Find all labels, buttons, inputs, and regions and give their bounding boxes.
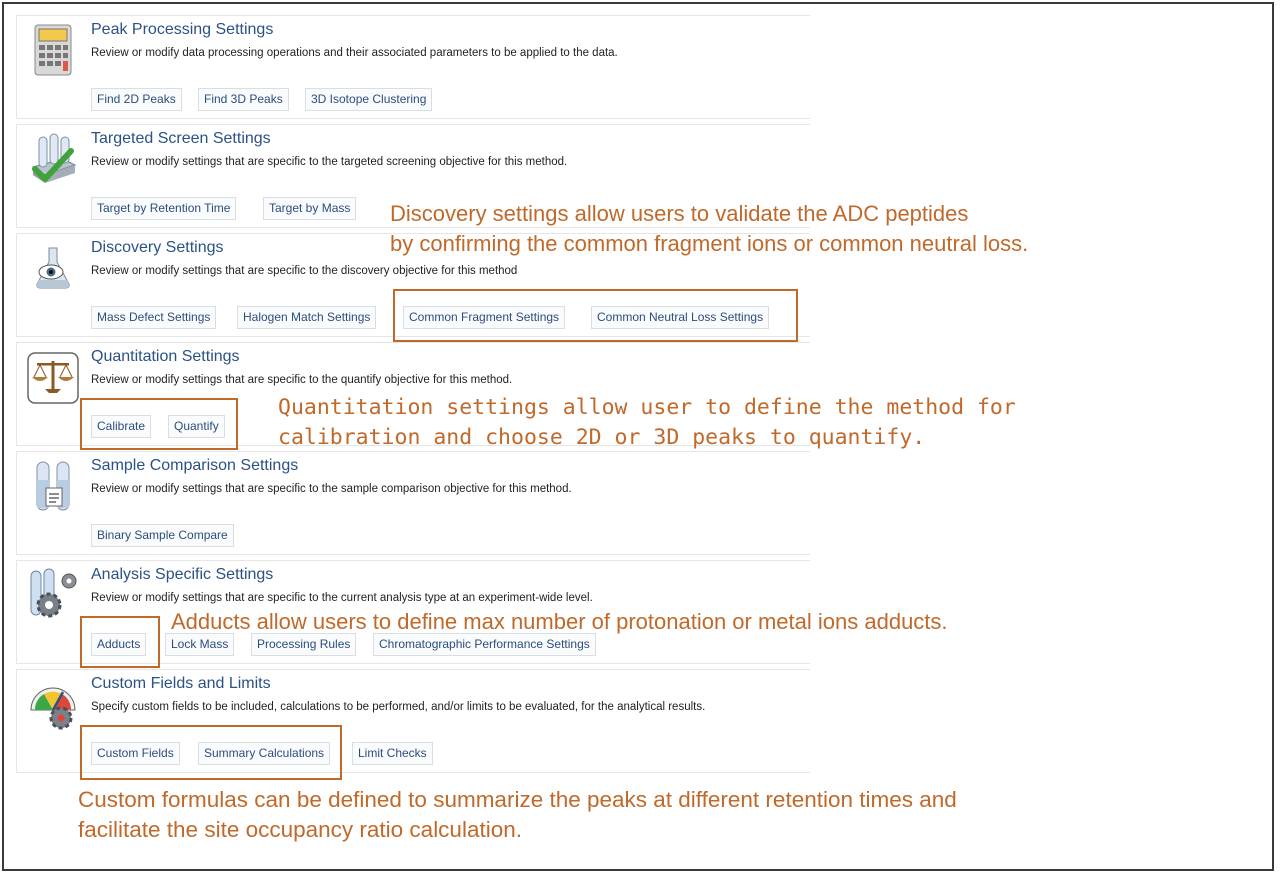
panel-description: Review or modify settings that are specific to the sample comparison objective for this method. <box>91 483 572 495</box>
annotation-line: facilitate the site occupancy ratio calculation. <box>78 817 522 842</box>
custom-fields-highlight-box <box>80 725 342 780</box>
chromatographic-performance-settings-button[interactable]: Chromatographic Performance Settings <box>373 633 596 656</box>
calculator-icon <box>27 22 79 78</box>
peak-processing-panel <box>16 15 810 119</box>
find-2d-peaks-button[interactable]: Find 2D Peaks <box>91 88 182 111</box>
annotation-line: Discovery settings allow users to validate the ADC peptides <box>390 201 969 226</box>
target-by-mass-button[interactable]: Target by Mass <box>263 197 356 220</box>
panel-title: Peak Processing Settings <box>91 21 274 38</box>
panel-description: Review or modify settings that are specific to the discovery objective for this method <box>91 265 518 277</box>
processing-rules-button[interactable]: Processing Rules <box>251 633 356 656</box>
gauge-gear-icon <box>27 676 79 732</box>
custom-formulas-annotation <box>78 785 957 845</box>
adducts-annotation <box>171 607 948 637</box>
annotation-line: Adducts allow users to define max number of protonation or metal ions adducts. <box>171 609 948 634</box>
panel-title: Sample Comparison Settings <box>91 457 299 474</box>
annotation-line: by confirming the common fragment ions or common neutral loss. <box>390 231 1029 256</box>
custom-fields-button[interactable]: Custom Fields <box>91 742 180 765</box>
quantify-button[interactable]: Quantify <box>168 415 225 438</box>
summary-calculations-button[interactable]: Summary Calculations <box>198 742 330 765</box>
3d-isotope-clustering-button[interactable]: 3D Isotope Clustering <box>305 88 432 111</box>
vials-gears-icon <box>27 567 79 623</box>
target-by-retention-time-button[interactable]: Target by Retention Time <box>91 197 236 220</box>
balance-scale-icon <box>27 349 79 405</box>
quantitation-annotation <box>278 393 1016 453</box>
annotation-line: calibration and choose 2D or 3D peaks to quantify. <box>278 425 926 450</box>
limit-checks-button[interactable]: Limit Checks <box>352 742 433 765</box>
panel-description: Review or modify settings that are specific to the quantify objective for this method. <box>91 374 513 386</box>
panel-title: Analysis Specific Settings <box>91 566 274 583</box>
adducts-button[interactable]: Adducts <box>91 633 146 656</box>
panel-description: Review or modify settings that are specific to the current analysis type at an experiment-wide level. <box>91 592 593 604</box>
annotation-line: Quantitation settings allow user to define the method for <box>278 395 1016 420</box>
panel-title: Quantitation Settings <box>91 348 240 365</box>
panel-description: Review or modify settings that are specific to the targeted screening objective for this method. <box>91 156 568 168</box>
discovery-annotation <box>390 199 1028 259</box>
halogen-match-settings-button[interactable]: Halogen Match Settings <box>237 306 376 329</box>
adducts-highlight-box <box>80 616 160 668</box>
flask-eye-icon <box>27 240 79 296</box>
binary-sample-compare-button[interactable]: Binary Sample Compare <box>91 524 234 547</box>
find-3d-peaks-button[interactable]: Find 3D Peaks <box>198 88 289 111</box>
quantitation-highlight-box <box>80 398 238 450</box>
panel-description: Specify custom fields to be included, calculations to be performed, and/or limits to be evaluated, for the analytical results. <box>91 701 706 713</box>
annotation-line: Custom formulas can be defined to summarize the peaks at different retention times and <box>78 787 957 812</box>
test-tubes-check-icon <box>27 131 79 187</box>
discovery-highlight-box <box>393 289 798 342</box>
common-fragment-settings-button[interactable]: Common Fragment Settings <box>403 306 565 329</box>
lock-mass-button[interactable]: Lock Mass <box>165 633 234 656</box>
panel-title: Discovery Settings <box>91 239 224 256</box>
calibrate-button[interactable]: Calibrate <box>91 415 151 438</box>
panel-description: Review or modify data processing operations and their associated parameters to be applied to the data. <box>91 47 618 59</box>
common-neutral-loss-settings-button[interactable]: Common Neutral Loss Settings <box>591 306 769 329</box>
mass-defect-settings-button[interactable]: Mass Defect Settings <box>91 306 216 329</box>
panel-title: Targeted Screen Settings <box>91 130 271 147</box>
sample-comparison-panel <box>16 451 810 555</box>
vials-compare-icon <box>27 458 79 514</box>
panel-title: Custom Fields and Limits <box>91 675 271 692</box>
